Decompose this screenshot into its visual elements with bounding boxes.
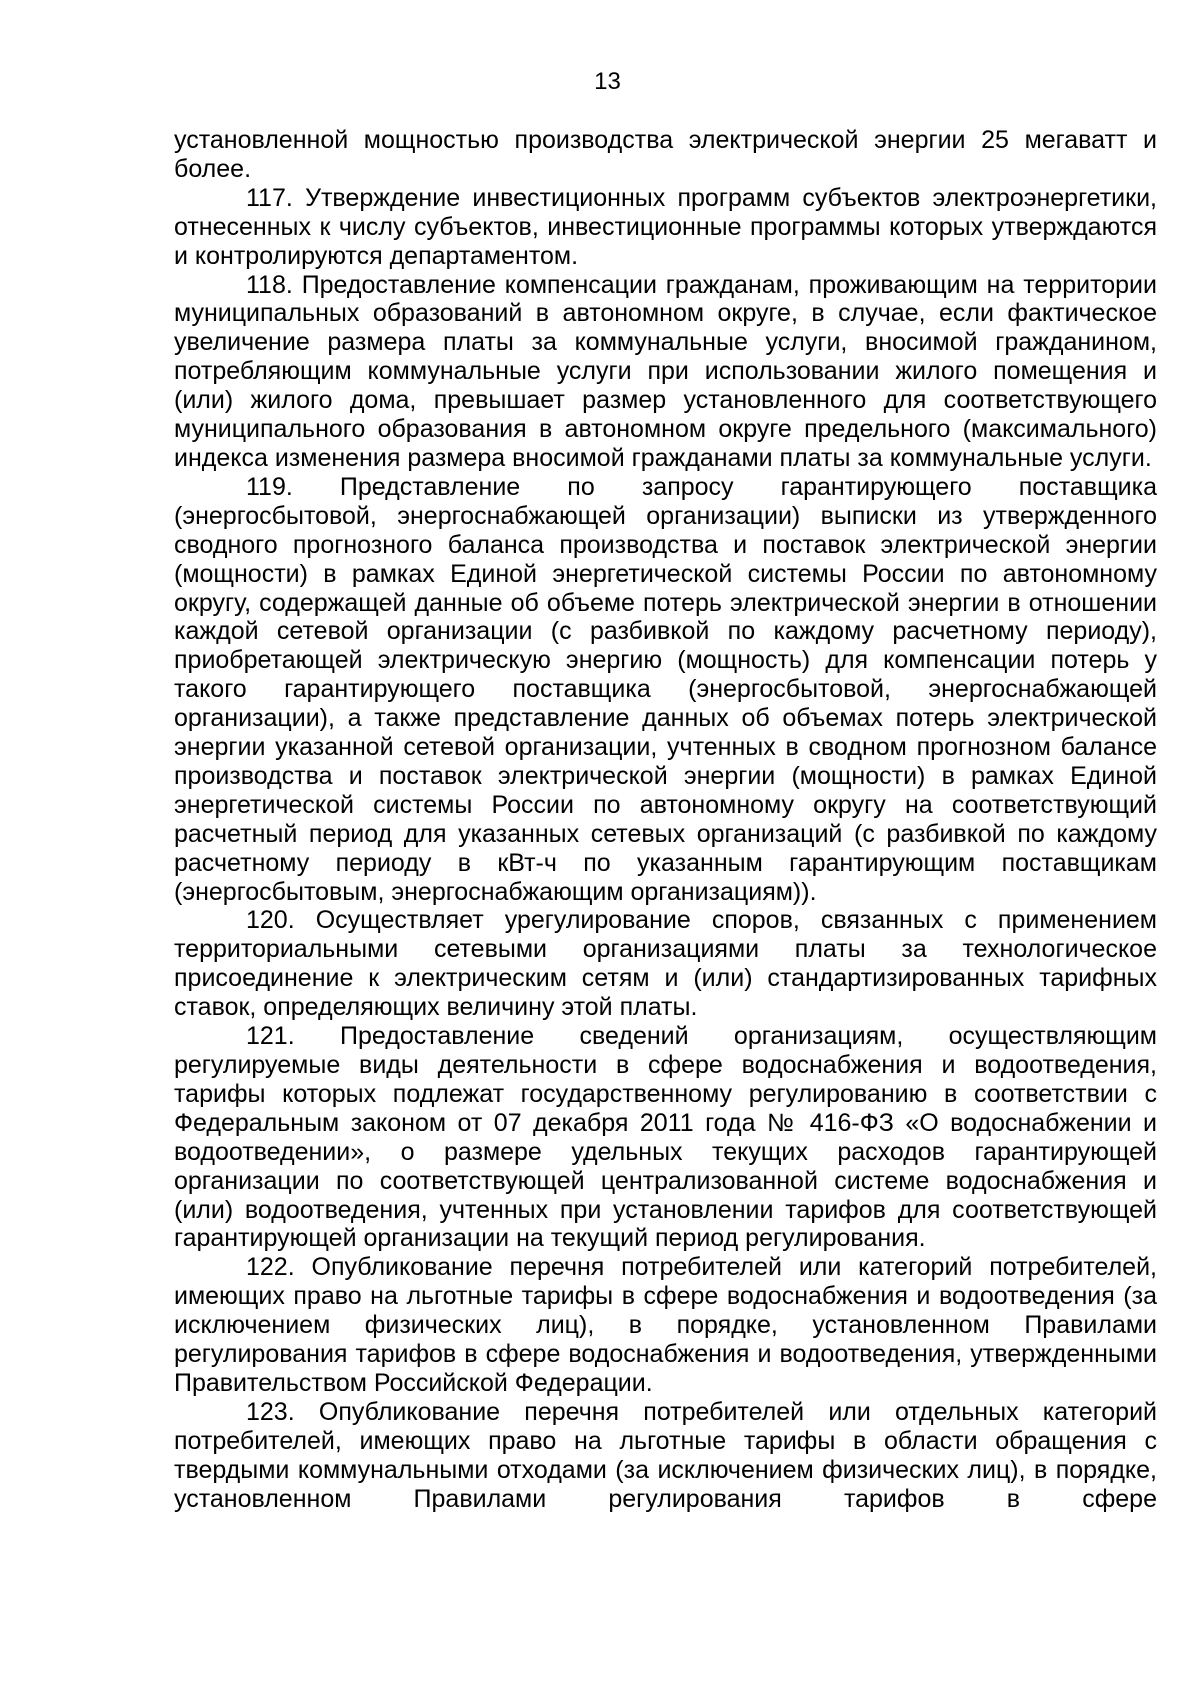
- paragraph-text: Предоставление компенсации гражданам, проживающим на территории муниципальных образований в автономном округе, в случае, если фактическое увеличение размера платы за коммунальные услуги, вносимой гражданином, потребляющим коммунальные услуги при использовании жилого помещения и (или) жилого дома, превышает размер установленного для соответствующего муниципального образования в автономном округе предельного (максимального) индекса изменения размера вносимой гражданами платы за коммунальные услуги.: [174, 270, 1157, 472]
- paragraph-text: Опубликование перечня потребителей или отдельных категорий потребителей, имеющих право на льготные тарифы в области обращения с твердыми коммунальными отходами (за исключением физических лиц), в порядке, установленном Правилами регулирования тарифов в сфере: [174, 1397, 1157, 1513]
- document-body: [174, 126, 1157, 1514]
- paragraph-number: 122.: [246, 1253, 295, 1282]
- paragraph-number: 119.: [246, 472, 293, 501]
- paragraph-text: Предоставление сведений организациям, осуществляющим регулируемые виды деятельности в сфере водоснабжения и водоотведения, тарифы которых подлежат государственному регулированию в соответствии с Федеральным законом от 07 декабря 2011 года № 416-ФЗ «О водоснабжении и водоотведении», о размере удельных текущих расходов гарантирующей организации по соответствующей централизованной системе водоснабжения и (или) водоотведения, учтенных при установлении тарифов для соответствующей гарантирующей организации на текущий период регулирования.: [174, 1022, 1157, 1253]
- paragraph-119: [174, 473, 1157, 907]
- paragraph-123: [174, 1398, 1157, 1514]
- paragraph-text: Утверждение инвестиционных программ субъектов электроэнергетики, отнесенных к числу субъектов, инвестиционные программы которых утверждаются и контролируются департаментом.: [174, 183, 1157, 270]
- paragraph-number: 121.: [246, 1022, 295, 1051]
- paragraph-number: 120.: [246, 906, 295, 935]
- paragraph-text: Представление по запросу гарантирующего поставщика (энергосбытовой, энергоснабжающей организации) выписки из утвержденного сводного прогнозного баланса производства и поставок электрической энергии (мощности) в рамках Единой энергетической системы России по автономному округу, содержащей данные об объеме потерь электрической энергии в отношении каждой сетевой организации (с разбивкой по каждому расчетному периоду), приобретающей электрическую энергию (мощность) для компенсации потерь у такого гарантирующего поставщика (энергосбытовой, энергоснабжающей организации), а также представление данных об объемах потерь электрической энергии указанной сетевой организации, учтенных в сводном прогнозном балансе производства и поставок электрической энергии (мощности) в рамках Единой энергетической системы России по автономному округу на соответствующий расчетный период для указанных сетевых организаций (с разбивкой по каждому расчетному периоду в кВт-ч по указанным гарантирующим поставщикам (энергосбытовым, энергоснабжающим организациям)).: [174, 472, 1157, 906]
- paragraph-text: Опубликование перечня потребителей или категорий потребителей, имеющих право на льготные тарифы в сфере водоснабжения и водоотведения (за исключением физических лиц), в порядке, установленном Правилами регулирования тарифов в сфере водоснабжения и водоотведения, утвержденными Правительством Российской Федерации.: [174, 1253, 1157, 1397]
- paragraph-number: 117.: [246, 183, 293, 212]
- paragraph-text: установленной мощностью производства электрической энергии 25 мегаватт и более.: [174, 126, 1157, 183]
- paragraph-117: [174, 184, 1157, 271]
- paragraph-122: [174, 1253, 1157, 1398]
- paragraph-118: [174, 271, 1157, 473]
- paragraph-number: 118.: [246, 270, 293, 299]
- paragraph-text: Осуществляет урегулирование споров, связанных с применением территориальными сетевыми организациями платы за технологическое присоединение к электрическим сетям и (или) стандартизированных тарифных ставок, определяющих величину этой платы.: [174, 906, 1157, 1022]
- paragraph-121: [174, 1022, 1157, 1253]
- paragraph-continuation: [174, 126, 1157, 184]
- paragraph-120: [174, 906, 1157, 1022]
- paragraph-number: 123.: [246, 1397, 295, 1426]
- page-number: 13: [594, 68, 621, 95]
